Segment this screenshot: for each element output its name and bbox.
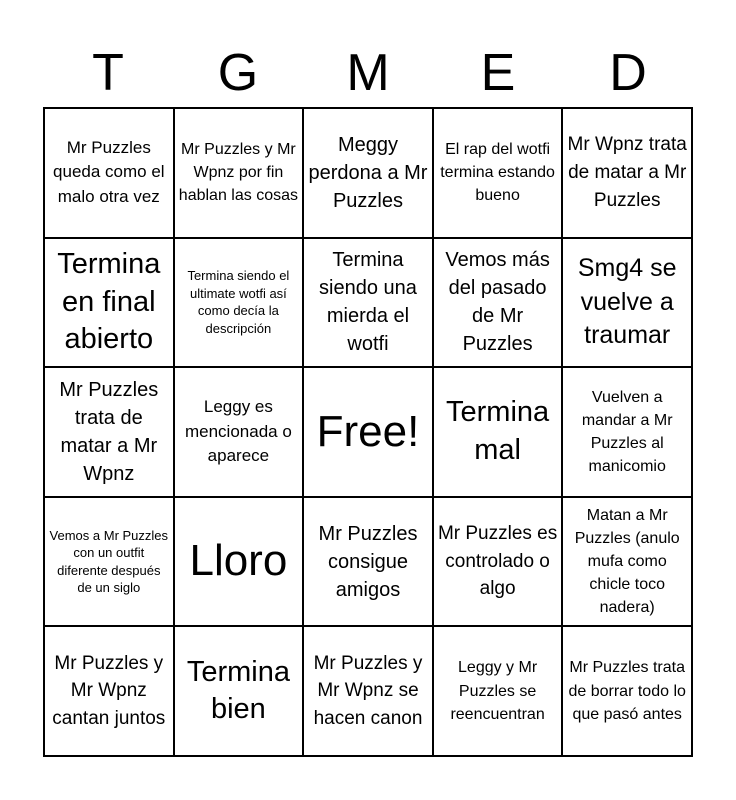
bingo-cell: Smg4 se vuelve a traumar xyxy=(562,238,692,368)
bingo-board xyxy=(43,107,693,757)
bingo-cell: Leggy es mencionada o aparece xyxy=(174,367,304,497)
bingo-cell: Termina mal xyxy=(433,367,563,497)
bingo-cell: Vemos a Mr Puzzles con un outfit diferente después de un siglo xyxy=(44,497,174,627)
bingo-header xyxy=(43,38,693,108)
bingo-cell: Lloro xyxy=(174,497,304,627)
bingo-cell: Mr Puzzles trata de matar a Mr Wpnz xyxy=(44,367,174,497)
bingo-cell: Leggy y Mr Puzzles se reencuentran xyxy=(433,626,563,756)
bingo-cell: Termina bien xyxy=(174,626,304,756)
bingo-cell: El rap del wotfi termina estando bueno xyxy=(433,108,563,238)
header-letter-t: T xyxy=(92,44,124,102)
bingo-cell: Termina siendo el ultimate wotfi así como decía la descripción xyxy=(174,238,304,368)
bingo-cell: Mr Puzzles trata de borrar todo lo que pasó antes xyxy=(562,626,692,756)
header-letter-e: E xyxy=(480,44,516,102)
bingo-cell: Mr Wpnz trata de matar a Mr Puzzles xyxy=(562,108,692,238)
bingo-cell: Mr Puzzles y Mr Wpnz cantan juntos xyxy=(44,626,174,756)
bingo-cell: Termina siendo una mierda el wotfi xyxy=(303,238,433,368)
bingo-cell: Mr Puzzles consigue amigos xyxy=(303,497,433,627)
bingo-cell: Matan a Mr Puzzles (anulo mufa como chicle toco nadera) xyxy=(562,497,692,627)
header-letter-m: M xyxy=(346,44,390,102)
bingo-cell: Mr Puzzles es controlado o algo xyxy=(433,497,563,627)
bingo-cell: Mr Puzzles y Mr Wpnz se hacen canon xyxy=(303,626,433,756)
bingo-cell: Mr Puzzles y Mr Wpnz por fin hablan las cosas xyxy=(174,108,304,238)
bingo-cell: Vemos más del pasado de Mr Puzzles xyxy=(433,238,563,368)
bingo-cell: Meggy perdona a Mr Puzzles xyxy=(303,108,433,238)
bingo-cell: Termina en final abierto xyxy=(44,238,174,368)
header-letter-g: G xyxy=(217,44,259,102)
bingo-cell: Vuelven a mandar a Mr Puzzles al manicomio xyxy=(562,367,692,497)
free-space-cell: Free! xyxy=(303,367,433,497)
header-letter-d: D xyxy=(609,44,647,102)
bingo-cell: Mr Puzzles queda como el malo otra vez xyxy=(44,108,174,238)
